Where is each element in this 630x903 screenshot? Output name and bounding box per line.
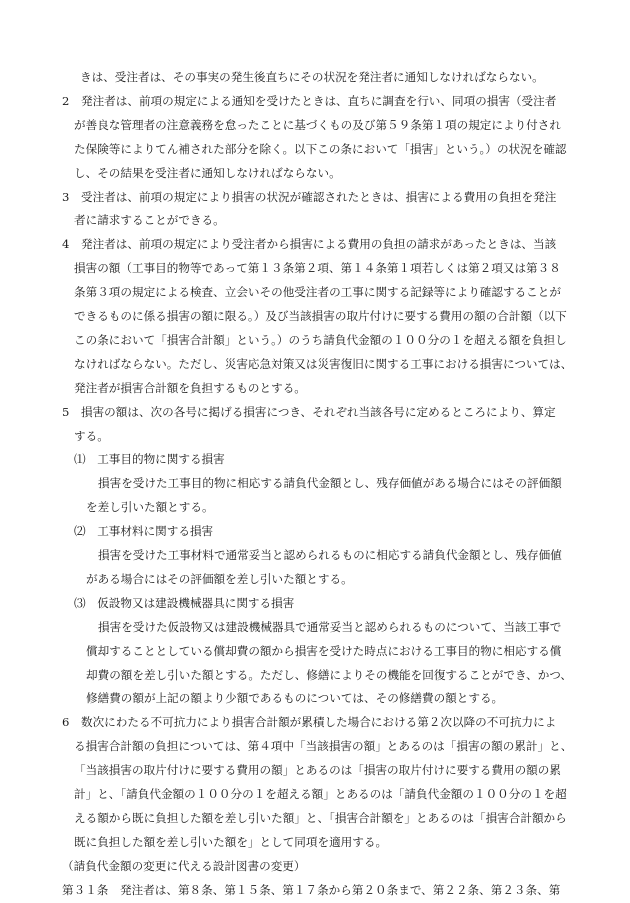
- text-line: える額から既に負担した額を差し引いた額」と、「損害合計額を」とあるのは「損害合計額から: [74, 810, 567, 825]
- text-line: この条において「損害合計額」という。）のうち請負代金額の１００分の１を超える額を負担し: [74, 332, 567, 347]
- text-line: 6 数次にわたる不可抗力により損害合計額が累積した場合における第２次以降の不可抗力によ: [62, 715, 557, 730]
- text-line: 既に負担した額を差し引いた額を」として同項を適用する。: [74, 834, 388, 849]
- text-line: る損害合計額の負担については、第４項中「当該損害の額」とあるのは「損害の額の累計」と、: [74, 739, 573, 754]
- text-line: を差し引いた額とする。: [86, 500, 214, 515]
- text-line: できるものに係る損害の額に限る。）及び当該損害の取片付けに要する費用の額の合計額（以下: [74, 309, 567, 323]
- text-line: なければならない。ただし、災害応急対策又は災害復旧に関する工事における損害については、: [74, 356, 573, 371]
- text-line: 5 損害の額は、次の各号に掲げる損害につき、それぞれ当該各号に定めるところにより、算定: [62, 404, 556, 419]
- text-line: 条第３項の規定による検査、立会いその他受注者の工事に関する記録等により確認することが: [74, 285, 561, 300]
- text-line: 損害を受けた工事材料で通常妥当と認められるものに相応する請負代金額とし、残存価値: [98, 548, 562, 562]
- text-line: 者に請求することができる。: [74, 213, 225, 228]
- text-line: 損害の額（工事目的物等であって第１３条第２項、第１４条第１項若しくは第２項又は第３８: [74, 261, 561, 276]
- text-line: 却費の額を差し引いた額とする。ただし、修繕によりその機能を回復することができ、かつ、: [86, 667, 573, 682]
- text-line: ⑴ 工事目的物に関する損害: [74, 452, 225, 467]
- text-line: ⑵ 工事材料に関する損害: [74, 524, 214, 539]
- text-line: きは、受注者は、その事実の発生後直ちにその状況を発注者に通知しなければならない。: [80, 70, 544, 84]
- text-line: 償却することとしている償却費の額から損害を受けた時点における工事目的物に相応する償: [86, 643, 562, 658]
- text-line: 修繕費の額が上記の額より少額であるものについては、その修繕費の額とする。: [86, 691, 504, 706]
- text-line: 損害を受けた仮設物又は建設機械器具で通常妥当と認められるものについて、当該工事で: [98, 619, 562, 634]
- text-line: た保険等によりてん補された部分を除く。以下この条において「損害」という。）の状況を確認: [74, 141, 567, 156]
- text-line: 発注者が損害合計額を負担するものとする。: [74, 380, 306, 395]
- section-heading: （請負代金額の変更に代える設計図書の変更）: [62, 858, 306, 873]
- text-line: が善良な管理者の注意義務を怠ったことに基づくもの及び第５９条第１項の規定により付され: [74, 117, 561, 132]
- text-line: 計」と、「請負代金額の１００分の１を超える額」とあるのは「請負代金額の１００分の１を超: [74, 787, 567, 801]
- text-line: し、その結果を受注者に通知しなければならない。: [74, 165, 341, 180]
- text-line: 損害を受けた工事目的物に相応する請負代金額とし、残存価値がある場合にはその評価額: [98, 476, 562, 491]
- text-line: する。: [74, 428, 109, 443]
- text-line: がある場合にはその評価額を差し引いた額とする。: [86, 571, 353, 586]
- text-line: ⑶ 仮設物又は建設機械器具に関する損害: [74, 595, 295, 610]
- article-line: 第３１条 発注者は、第８条、第１５条、第１７条から第２０条まで、第２２条、第２３条、第: [62, 882, 561, 897]
- text-line: 4 発注者は、前項の規定により受注者から損害による費用の負担の請求があったときは、当該: [62, 237, 557, 252]
- text-line: 3 受注者は、前項の規定により損害の状況が確認されたときは、損害による費用の負担を発注: [62, 189, 557, 204]
- text-line: 2 発注者は、前項の規定による通知を受けたときは、直ちに調査を行い、同項の損害（受注者: [62, 93, 557, 108]
- text-line: 「当該損害の取片付けに要する費用の額」とあるのは「損害の取片付けに要する費用の額の累: [74, 763, 561, 778]
